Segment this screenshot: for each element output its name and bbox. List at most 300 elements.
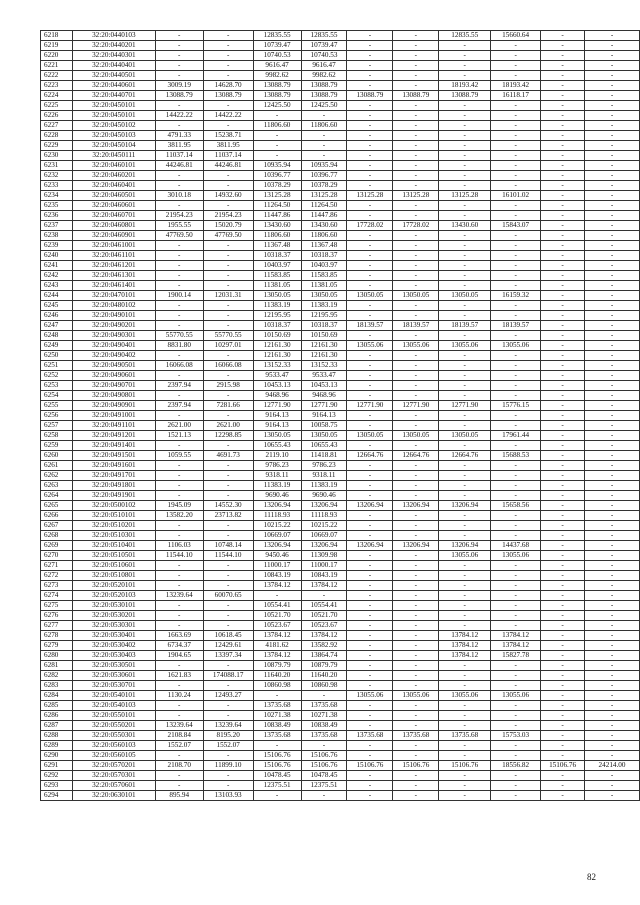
table-cell: -	[541, 621, 585, 631]
table-cell: 32:20:0570301	[72, 771, 155, 781]
table-cell: -	[585, 461, 640, 471]
table-cell: 3010.18	[155, 191, 203, 201]
table-cell: 32:20:0560103	[72, 741, 155, 751]
table-cell: 3811.95	[155, 141, 203, 151]
table-cell: 32:20:0491501	[72, 451, 155, 461]
table-row	[41, 171, 640, 181]
table-cell: 6279	[41, 641, 73, 651]
table-cell: 10523.67	[253, 621, 301, 631]
table-cell: 13784.12	[301, 581, 347, 591]
table-cell: -	[585, 541, 640, 551]
table-cell: 21954.23	[155, 211, 203, 221]
table-cell: -	[203, 601, 253, 611]
table-cell: 32:20:0530301	[72, 621, 155, 631]
table-cell: 6235	[41, 201, 73, 211]
table-cell: -	[439, 331, 491, 341]
table-cell: 13206.94	[439, 501, 491, 511]
table-cell: -	[393, 121, 439, 131]
table-row	[41, 731, 640, 741]
table-cell: 9690.46	[253, 491, 301, 501]
table-cell: -	[155, 661, 203, 671]
table-cell: -	[155, 241, 203, 251]
table-cell: 15753.03	[491, 731, 541, 741]
table-cell: -	[585, 661, 640, 671]
table-cell: -	[393, 71, 439, 81]
table-cell: 12195.95	[301, 311, 347, 321]
table-cell: -	[491, 671, 541, 681]
table-cell: -	[203, 101, 253, 111]
table-cell: 2108.70	[155, 761, 203, 771]
table-cell: -	[155, 461, 203, 471]
table-cell: -	[155, 371, 203, 381]
table-row	[41, 351, 640, 361]
table-cell: 16066.08	[155, 361, 203, 371]
table-cell: 32:20:0491401	[72, 441, 155, 451]
table-row	[41, 411, 640, 421]
table-cell: -	[393, 41, 439, 51]
table-cell: -	[155, 481, 203, 491]
table-cell: 6241	[41, 261, 73, 271]
table-cell: 32:20:0510101	[72, 511, 155, 521]
table-cell: -	[439, 271, 491, 281]
table-cell: -	[491, 361, 541, 371]
table-cell: 32:20:0460201	[72, 171, 155, 181]
table-cell: -	[439, 251, 491, 261]
table-cell: 6255	[41, 401, 73, 411]
table-cell: 1552.07	[203, 741, 253, 751]
table-cell: 32:20:0510401	[72, 541, 155, 551]
table-row	[41, 441, 640, 451]
table-cell: 32:20:0490101	[72, 311, 155, 321]
table-cell: -	[541, 551, 585, 561]
table-cell: -	[393, 631, 439, 641]
table-cell: -	[155, 61, 203, 71]
table-cell: 13206.94	[439, 541, 491, 551]
table-cell: -	[203, 611, 253, 621]
table-cell: -	[439, 241, 491, 251]
table-cell: -	[301, 791, 347, 801]
table-cell: -	[393, 581, 439, 591]
table-cell: -	[491, 251, 541, 261]
table-cell: -	[301, 741, 347, 751]
table-cell: -	[541, 41, 585, 51]
table-cell: -	[585, 341, 640, 351]
table-cell: -	[541, 161, 585, 171]
table-cell: -	[155, 561, 203, 571]
table-cell: -	[393, 381, 439, 391]
table-cell: 4691.73	[203, 451, 253, 461]
table-cell: -	[393, 481, 439, 491]
table-cell: 13735.68	[439, 731, 491, 741]
table-cell: -	[155, 311, 203, 321]
table-cell: -	[541, 301, 585, 311]
table-cell: -	[253, 791, 301, 801]
table-cell: 32:20:0570601	[72, 781, 155, 791]
table-cell: -	[203, 51, 253, 61]
table-cell: 32:20:0510501	[72, 551, 155, 561]
table-cell: -	[347, 121, 393, 131]
table-cell: 12771.90	[347, 401, 393, 411]
table-cell: -	[491, 151, 541, 161]
table-cell: -	[203, 491, 253, 501]
table-row	[41, 261, 640, 271]
table-cell: 13735.68	[301, 701, 347, 711]
table-cell: 10150.69	[301, 331, 347, 341]
table-cell: 895.94	[155, 791, 203, 801]
table-cell: -	[491, 491, 541, 501]
table-cell: -	[585, 651, 640, 661]
table-cell: 13050.05	[301, 291, 347, 301]
table-cell: 10215.22	[253, 521, 301, 531]
table-cell: 32:20:0520103	[72, 591, 155, 601]
table-cell: -	[393, 621, 439, 631]
table-cell: 13050.05	[253, 431, 301, 441]
table-cell: 13088.79	[253, 81, 301, 91]
table-cell: 1621.83	[155, 671, 203, 681]
table-cell: 6290	[41, 751, 73, 761]
table-cell: -	[585, 431, 640, 441]
table-cell: 4181.62	[253, 641, 301, 651]
table-cell: 1663.69	[155, 631, 203, 641]
table-cell: -	[155, 521, 203, 531]
table-cell: 11447.86	[301, 211, 347, 221]
table-cell: -	[203, 171, 253, 181]
table-cell: -	[347, 371, 393, 381]
table-cell: -	[585, 321, 640, 331]
table-row	[41, 241, 640, 251]
table-cell: -	[347, 411, 393, 421]
table-cell: 13088.79	[301, 81, 347, 91]
table-cell: -	[491, 681, 541, 691]
table-cell: -	[155, 781, 203, 791]
table-cell: 32:20:0461101	[72, 251, 155, 261]
table-cell: -	[393, 161, 439, 171]
table-cell: -	[347, 201, 393, 211]
table-cell: 1130.24	[155, 691, 203, 701]
table-cell: -	[439, 471, 491, 481]
table-cell: 13055.06	[347, 341, 393, 351]
table-row	[41, 321, 640, 331]
table-cell: 12835.55	[253, 31, 301, 41]
table-cell: -	[347, 561, 393, 571]
table-cell: -	[491, 741, 541, 751]
table-cell: -	[203, 581, 253, 591]
table-cell: -	[347, 571, 393, 581]
table-cell: -	[347, 161, 393, 171]
table-cell: 10748.14	[203, 541, 253, 551]
table-cell: -	[585, 451, 640, 461]
table-cell: -	[155, 101, 203, 111]
table-cell: -	[439, 701, 491, 711]
table-cell: -	[585, 91, 640, 101]
table-cell: -	[393, 601, 439, 611]
table-cell: 9164.13	[253, 411, 301, 421]
table-cell: 6272	[41, 571, 73, 581]
table-cell: -	[203, 321, 253, 331]
table-cell: -	[253, 151, 301, 161]
table-cell: -	[541, 481, 585, 491]
table-cell: 10843.19	[253, 571, 301, 581]
table-cell: 6230	[41, 151, 73, 161]
table-cell: 32:20:0491901	[72, 491, 155, 501]
table-cell: -	[203, 391, 253, 401]
table-cell: -	[585, 591, 640, 601]
table-cell: -	[439, 141, 491, 151]
table-body	[41, 31, 640, 801]
table-cell: -	[347, 251, 393, 261]
table-cell: -	[541, 681, 585, 691]
table-cell: -	[203, 531, 253, 541]
table-cell: -	[347, 531, 393, 541]
table-cell: 10843.19	[301, 571, 347, 581]
table-cell: 10879.79	[253, 661, 301, 671]
table-row	[41, 691, 640, 701]
table-row	[41, 101, 640, 111]
table-cell: -	[585, 81, 640, 91]
table-cell: -	[541, 571, 585, 581]
table-cell: 32:20:0491201	[72, 431, 155, 441]
table-cell: -	[155, 31, 203, 41]
table-cell: 2621.00	[155, 421, 203, 431]
table-cell: 18193.42	[491, 81, 541, 91]
table-cell: -	[393, 511, 439, 521]
table-cell: -	[439, 741, 491, 751]
table-row	[41, 491, 640, 501]
table-cell: -	[347, 671, 393, 681]
table-row	[41, 201, 640, 211]
table-row	[41, 701, 640, 711]
table-cell: -	[393, 101, 439, 111]
table-cell: 13050.05	[253, 291, 301, 301]
table-cell: 6271	[41, 561, 73, 571]
table-cell: 6231	[41, 161, 73, 171]
table-cell: -	[347, 271, 393, 281]
table-cell: 9533.47	[301, 371, 347, 381]
table-cell: -	[585, 471, 640, 481]
table-cell: 6266	[41, 511, 73, 521]
table-cell: -	[585, 121, 640, 131]
table-cell: 10935.94	[253, 161, 301, 171]
table-cell: -	[491, 441, 541, 451]
table-cell: -	[347, 601, 393, 611]
table-cell: 32:20:0530701	[72, 681, 155, 691]
table-cell: 13784.12	[301, 631, 347, 641]
table-cell: -	[439, 411, 491, 421]
table-cell: -	[541, 771, 585, 781]
table-cell: 32:20:0460801	[72, 221, 155, 231]
table-cell: 32:20:0520101	[72, 581, 155, 591]
table-cell: -	[585, 51, 640, 61]
table-cell: -	[491, 561, 541, 571]
table-cell: -	[347, 781, 393, 791]
table-cell: 10554.41	[301, 601, 347, 611]
table-cell: -	[393, 751, 439, 761]
table-cell: 10215.22	[301, 521, 347, 531]
table-cell: 9786.23	[301, 461, 347, 471]
table-cell: 6256	[41, 411, 73, 421]
table-cell: -	[393, 611, 439, 621]
table-cell: 13784.12	[439, 651, 491, 661]
table-cell: 6232	[41, 171, 73, 181]
table-cell: 11640.20	[253, 671, 301, 681]
table-cell: 32:20:0510801	[72, 571, 155, 581]
table-cell: -	[585, 301, 640, 311]
table-cell: 32:20:0530401	[72, 631, 155, 641]
table-cell: 13784.12	[491, 631, 541, 641]
table-cell: -	[393, 311, 439, 321]
table-cell: 6275	[41, 601, 73, 611]
table-cell: 6293	[41, 781, 73, 791]
table-cell: 13206.94	[253, 501, 301, 511]
table-cell: 32:20:0440601	[72, 81, 155, 91]
table-cell: 13206.94	[301, 541, 347, 551]
table-cell: 13088.79	[155, 91, 203, 101]
table-cell: 13050.05	[393, 291, 439, 301]
table-cell: -	[585, 311, 640, 321]
table-cell: -	[585, 491, 640, 501]
table-cell: 16101.02	[491, 191, 541, 201]
table-cell: -	[393, 441, 439, 451]
table-cell: -	[541, 281, 585, 291]
table-cell: 55770.55	[155, 331, 203, 341]
table-row	[41, 451, 640, 461]
table-cell: 9468.96	[253, 391, 301, 401]
table-cell: -	[155, 351, 203, 361]
table-cell: 6227	[41, 121, 73, 131]
table-cell: -	[393, 771, 439, 781]
table-cell: 6249	[41, 341, 73, 351]
page-number: 82	[587, 872, 596, 882]
table-cell: -	[155, 581, 203, 591]
table-cell: -	[491, 661, 541, 671]
table-cell: -	[347, 51, 393, 61]
table-row	[41, 221, 640, 231]
table-cell: -	[155, 531, 203, 541]
table-cell: -	[347, 681, 393, 691]
table-cell: 32:20:0491101	[72, 421, 155, 431]
table-cell: 6283	[41, 681, 73, 691]
table-cell: 6265	[41, 501, 73, 511]
table-cell: -	[347, 141, 393, 151]
table-cell: -	[541, 251, 585, 261]
table-cell: -	[155, 621, 203, 631]
table-cell: 11806.60	[301, 231, 347, 241]
table-cell: 6251	[41, 361, 73, 371]
table-cell: 14422.22	[155, 111, 203, 121]
table-cell: 6219	[41, 41, 73, 51]
table-cell: -	[491, 351, 541, 361]
table-cell: 6233	[41, 181, 73, 191]
table-cell: 15660.64	[491, 31, 541, 41]
table-cell: 1059.55	[155, 451, 203, 461]
table-cell: 10318.37	[253, 251, 301, 261]
table-row	[41, 211, 640, 221]
table-cell: -	[491, 311, 541, 321]
table-cell: -	[203, 251, 253, 261]
table-cell: -	[301, 591, 347, 601]
table-cell: 32:20:0500102	[72, 501, 155, 511]
table-cell: 12771.90	[301, 401, 347, 411]
table-cell: 13206.94	[253, 541, 301, 551]
table-cell: -	[439, 151, 491, 161]
table-row	[41, 551, 640, 561]
table-cell: -	[585, 571, 640, 581]
table-cell: -	[393, 231, 439, 241]
table-cell: -	[541, 181, 585, 191]
table-cell: -	[541, 541, 585, 551]
table-cell: -	[585, 671, 640, 681]
table-cell: 6248	[41, 331, 73, 341]
table-cell: -	[347, 181, 393, 191]
table-cell: 10554.41	[253, 601, 301, 611]
table-cell: -	[203, 181, 253, 191]
table-cell: -	[347, 581, 393, 591]
table-cell: 13397.34	[203, 651, 253, 661]
table-cell: -	[347, 511, 393, 521]
table-cell: 13125.28	[393, 191, 439, 201]
table-cell: -	[585, 621, 640, 631]
table-cell: -	[541, 391, 585, 401]
table-row	[41, 621, 640, 631]
table-cell: -	[393, 371, 439, 381]
table-cell: -	[585, 731, 640, 741]
table-cell: -	[439, 531, 491, 541]
table-cell: 8831.80	[155, 341, 203, 351]
table-cell: -	[439, 711, 491, 721]
table-cell: 13088.79	[439, 91, 491, 101]
table-cell: 6260	[41, 451, 73, 461]
table-cell: -	[439, 301, 491, 311]
table-cell: 44246.81	[155, 161, 203, 171]
table-cell: 13125.28	[347, 191, 393, 201]
table-cell: 6218	[41, 31, 73, 41]
table-cell: -	[393, 781, 439, 791]
table-cell: 16159.32	[491, 291, 541, 301]
table-cell: -	[439, 201, 491, 211]
table-cell: -	[347, 381, 393, 391]
table-cell: -	[203, 481, 253, 491]
table-cell: -	[585, 71, 640, 81]
table-cell: 6280	[41, 651, 73, 661]
table-cell: 13239.64	[155, 721, 203, 731]
table-cell: 1552.07	[155, 741, 203, 751]
table-cell: -	[491, 611, 541, 621]
table-cell: 13864.74	[301, 651, 347, 661]
table-row	[41, 791, 640, 801]
table-cell: 10403.97	[301, 261, 347, 271]
table-cell: 6238	[41, 231, 73, 241]
table-cell: -	[491, 591, 541, 601]
table-cell: 13088.79	[393, 91, 439, 101]
table-row	[41, 571, 640, 581]
table-row	[41, 61, 640, 71]
table-cell: -	[541, 501, 585, 511]
table-cell: -	[541, 561, 585, 571]
table-cell: -	[541, 201, 585, 211]
table-cell: 6222	[41, 71, 73, 81]
table-cell: 6253	[41, 381, 73, 391]
table-cell: 12298.85	[203, 431, 253, 441]
table-row	[41, 181, 640, 191]
table-cell: -	[393, 351, 439, 361]
table-cell: 12493.27	[203, 691, 253, 701]
table-cell: -	[541, 701, 585, 711]
table-cell: -	[585, 551, 640, 561]
table-row	[41, 601, 640, 611]
table-row	[41, 291, 640, 301]
table-cell: 13206.94	[301, 501, 347, 511]
table-cell: 13582.20	[155, 511, 203, 521]
